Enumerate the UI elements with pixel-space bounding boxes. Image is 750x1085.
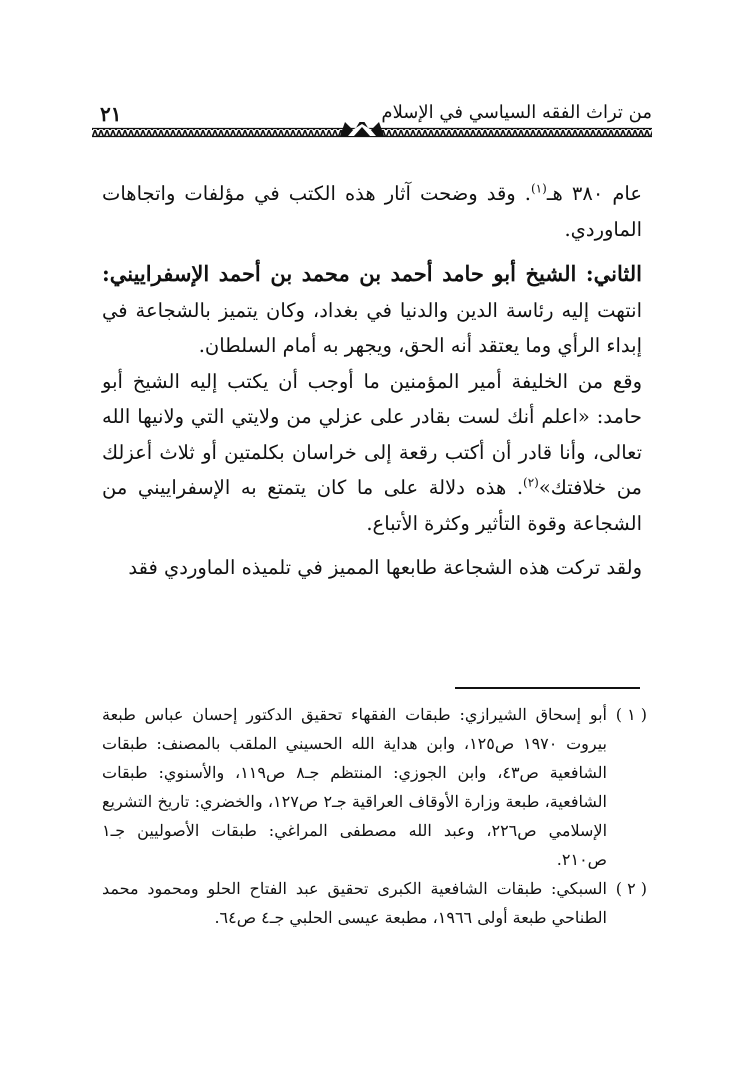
footnote-text: السبكي: طبقات الشافعية الكبرى تحقيق عبد الفتاح الحلو ومحمود محمد الطناحي طبعة أولى ١٩٦٦، مطبعة عيسى الحلبي جـ٤ ص٦٤. (102, 879, 608, 927)
paragraph-3-rest: . هذه دلالة على ما كان يتمتع به الإسفراييني من الشجاعة وقوة التأثير وكثرة الأتباع. (102, 476, 642, 535)
paragraph-2-text: انتهت إليه رئاسة الدين والدنيا في بغداد، وكان يتميز بالشجاعة في إبداء الرأي وما يعتقد أنه الحق، ويجهر به أمام السلطان. (102, 298, 642, 357)
footnote-1 (102, 700, 647, 874)
section-heading: الثاني: الشيخ أبو حامد أحمد بن محمد بن أحمد الإسفراييني: (102, 261, 642, 286)
paragraph-1 (102, 176, 642, 247)
paragraph-1-text: عام ٣٨٠ هـ (546, 182, 642, 205)
paragraph-1-rest: . وقد وضحت آثار هذه الكتب في مؤلفات واتجاهات الماوردي. (102, 182, 642, 241)
footnote-number: ( ٢ ) (615, 879, 647, 898)
page-header (92, 96, 652, 140)
footnote-number: ( ١ ) (615, 705, 647, 724)
paragraph-3-text: وقع من الخليفة أمير المؤمنين ما أوجب أن يكتب إليه الشيخ أبو حامد: «اعلم أنك لست بقادر على عزلي من ولايتي التي ولانيها الله تعالى، وأنا قادر أن أكتب رقعة إلى خراسان بكلمتين أو ثلاث أعزلك من خلافتك» (102, 369, 642, 499)
main-text (102, 176, 642, 586)
footnote-ref-2[interactable]: (٢) (523, 475, 539, 490)
paragraph-4: ولقد تركت هذه الشجاعة طابعها المميز في تلميذه الماوردي فقد (128, 556, 642, 579)
footnotes (102, 700, 647, 932)
crown-ornament-icon (92, 122, 652, 138)
footnote-separator (455, 687, 640, 689)
running-title: من تراث الفقه السياسي في الإسلام (381, 102, 652, 123)
page-number: ٢١ (100, 102, 122, 126)
footnote-ref-1[interactable]: (١) (530, 181, 547, 196)
footnote-text: أبو إسحاق الشيرازي: طبقات الفقهاء تحقيق الدكتور إحسان عباس طبعة بيروت ١٩٧٠ ص١٢٥، وابن هداية الله الحسيني الملقب بالمصنف: طبقات الشافعية ص٤٣، وابن الجوزي: المنتظم جـ٨ ص١١٩، والأسنوي: طبقات الشافعية، طبعة وزارة الأوقاف العراقية جـ٢ ص١٢٧، والخضري: تاريخ التشريع الإسلامي ص٢٢٦، وعبد الله مصطفى المراغي: طبقات الأصوليين جـ١ ص٢١٠. (102, 705, 608, 869)
footnote-2 (102, 874, 647, 932)
paragraph-2 (102, 256, 642, 364)
paragraph-3 (102, 364, 642, 542)
